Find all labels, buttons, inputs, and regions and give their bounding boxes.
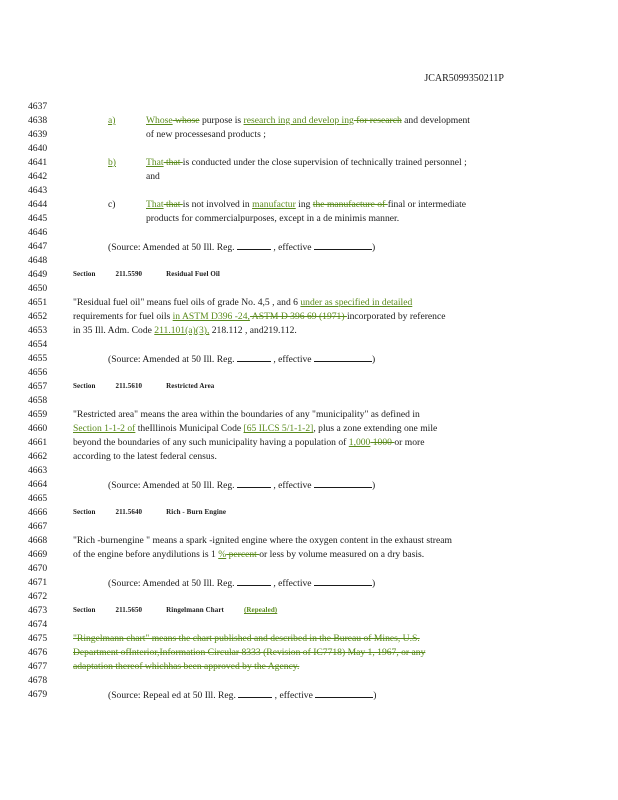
line-number: 4657: [28, 381, 48, 392]
item-c-marker: c): [108, 199, 116, 210]
line-number: 4664: [28, 479, 48, 490]
line-number: 4640: [28, 143, 48, 154]
line-number: 4675: [28, 633, 48, 644]
source-note: (Source: Amended at 50 Ill. Reg. , effective ): [108, 354, 376, 365]
line-number: 4654: [28, 339, 48, 350]
line-number: 4647: [28, 241, 48, 252]
section-heading: Section 211.5640 Rich - Burn Engine: [73, 508, 227, 516]
item-c-line2: products for commercialpurposes, except in a de minimis manner.: [146, 213, 400, 224]
line-number: 4639: [28, 129, 48, 140]
sec5650-line2: Department ofInterior,Information Circular 8333 (Revision of IC7718) May 1, 1967, or any: [73, 647, 426, 658]
source-note: (Source: Amended at 50 Ill. Reg. , effective ): [108, 242, 376, 253]
line-number: 4642: [28, 171, 48, 182]
line-number: 4649: [28, 269, 48, 280]
line-number: 4667: [28, 521, 48, 532]
line-number: 4653: [28, 325, 48, 336]
sec5610-line2: Section 1-1-2 of theIllinois Municipal Code [65 ILCS 5/1-1-2], plus a zone extending one mile: [73, 423, 438, 434]
line-number: 4673: [28, 605, 48, 616]
sec5610-line3: beyond the boundaries of any such municipality having a population of 1,000 1000 or more: [73, 437, 425, 448]
line-number: 4674: [28, 619, 48, 630]
sec5640-line1: "Rich -burnengine " means a spark -ignited engine where the oxygen content in the exhaust stream: [73, 535, 452, 546]
line-number: 4666: [28, 507, 48, 518]
line-number: 4641: [28, 157, 48, 168]
line-number: 4676: [28, 647, 48, 658]
line-number: 4658: [28, 395, 48, 406]
line-number: 4659: [28, 409, 48, 420]
line-number: 4646: [28, 227, 48, 238]
line-number: 4652: [28, 311, 48, 322]
line-number: 4644: [28, 199, 48, 210]
document-code: JCAR5099350211P: [424, 73, 504, 84]
line-number: 4656: [28, 367, 48, 378]
sec5650-line3: adaptation thereof whichhas been approved by the Agency.: [73, 661, 300, 672]
line-number: 4638: [28, 115, 48, 126]
sec5610-line4: according to the latest federal census.: [73, 451, 217, 462]
sec5640-line2: of the engine before anydilutions is 1 % percent or less by volume measured on a dry basis.: [73, 549, 425, 560]
line-number: 4643: [28, 185, 48, 196]
line-number: 4637: [28, 101, 48, 112]
line-number: 4671: [28, 577, 48, 588]
line-number: 4645: [28, 213, 48, 224]
line-number: 4662: [28, 451, 48, 462]
sec5610-line1: "Restricted area" means the area within the boundaries of any "municipality" as defined in: [73, 409, 420, 420]
line-number: 4661: [28, 437, 48, 448]
line-number: 4672: [28, 591, 48, 602]
line-number: 4650: [28, 283, 48, 294]
source-note: (Source: Amended at 50 Ill. Reg. , effective ): [108, 480, 376, 491]
source-note: (Source: Repeal ed at 50 Ill. Reg. , effective ): [108, 690, 377, 701]
item-a-line2: of new processesand products ;: [146, 129, 266, 140]
sec5590-line1: "Residual fuel oil" means fuel oils of grade No. 4,5 , and 6 under as specified in detailed: [73, 297, 413, 308]
line-number: 4665: [28, 493, 48, 504]
line-number: 4668: [28, 535, 48, 546]
line-number: 4678: [28, 675, 48, 686]
line-number: 4679: [28, 689, 48, 700]
item-c-line1: That that is not involved in manufactur ing the manufacture of final or intermediate: [146, 199, 467, 210]
sec5590-line3: in 35 Ill. Adm. Code 211.101(a)(3), 218.112 , and219.112.: [73, 325, 297, 336]
line-number: 4669: [28, 549, 48, 560]
source-note: (Source: Amended at 50 Ill. Reg. , effective ): [108, 578, 376, 589]
item-b-line1: That that is conducted under the close supervision of technically trained personnel ;: [146, 157, 467, 168]
section-heading: Section 211.5650 Ringelmann Chart (Repealed): [73, 606, 278, 614]
line-number: 4655: [28, 353, 48, 364]
line-number: 4670: [28, 563, 48, 574]
sec5590-line2: requirements for fuel oils in ASTM D396 -24, ASTM D 396 69 (1971) incorporated by reference: [73, 311, 446, 322]
sec5650-line1: "Ringelmann chart" means the chart published and described in the Bureau of Mines, U.S.: [73, 633, 420, 644]
item-b-marker: b): [108, 157, 116, 168]
item-a-line1: Whose whose purpose is research ing and develop ing for research and development: [146, 115, 470, 126]
section-heading: Section 211.5610 Restricted Area: [73, 382, 215, 390]
section-heading: Section 211.5590 Residual Fuel Oil: [73, 270, 220, 278]
line-number: 4651: [28, 297, 48, 308]
item-a-marker: a): [108, 115, 116, 126]
line-number: 4648: [28, 255, 48, 266]
line-number: 4677: [28, 661, 48, 672]
line-number: 4660: [28, 423, 48, 434]
item-b-line2: and: [146, 171, 160, 182]
line-number: 4663: [28, 465, 48, 476]
